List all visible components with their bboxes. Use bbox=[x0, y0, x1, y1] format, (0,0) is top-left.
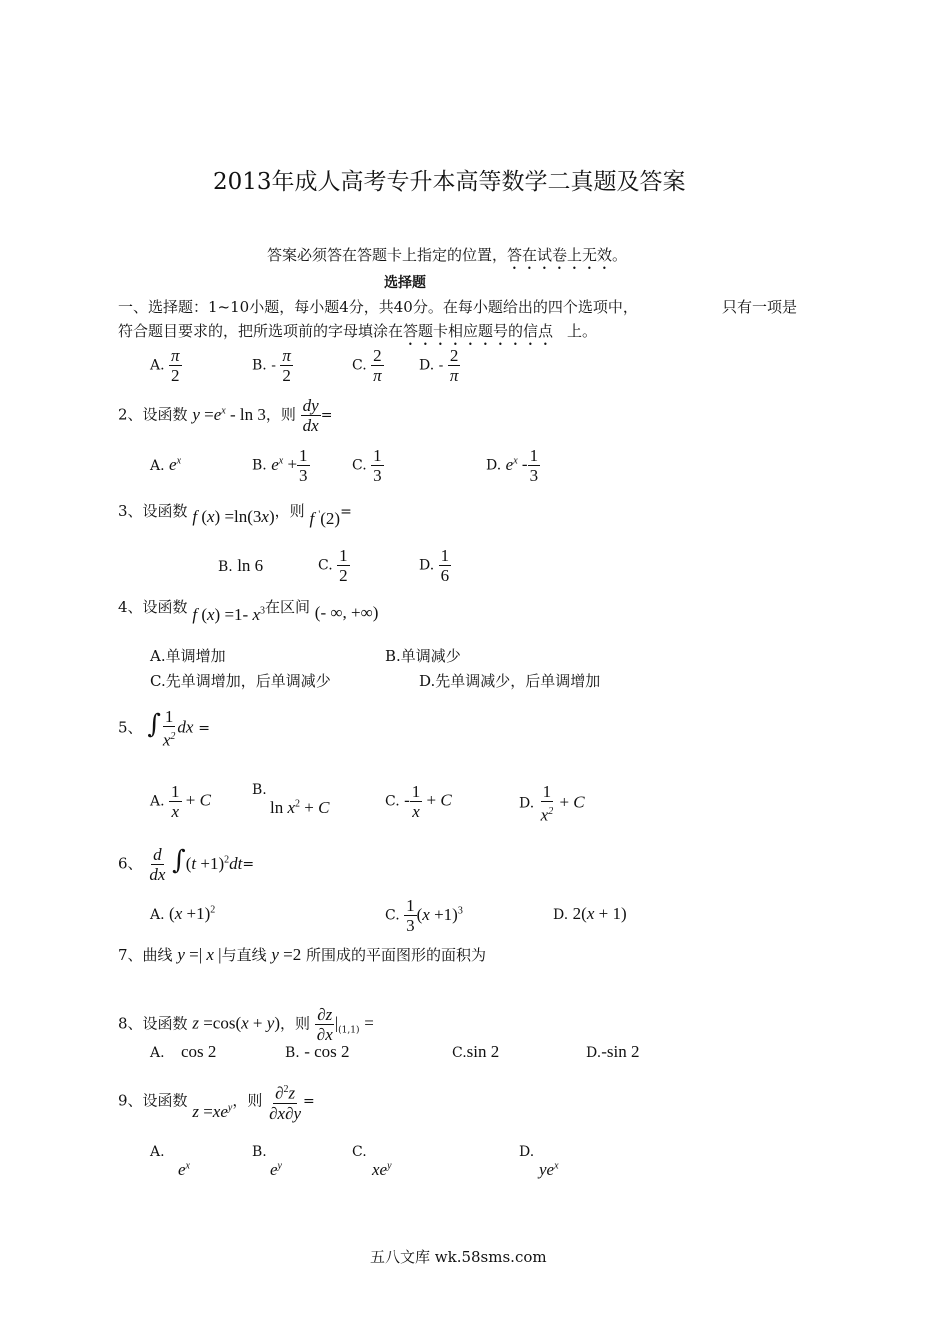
intro-line-2-emphasis: 答题卡相应题号的信点 bbox=[403, 322, 554, 340]
q9-option-b: B. $e^y$ bbox=[252, 1144, 282, 1179]
footer-watermark: 五八文库 wk.58sms.com bbox=[370, 1248, 547, 1266]
q8-option-b bbox=[285, 1042, 350, 1062]
q1-b-num: π bbox=[282, 346, 291, 365]
q3-d-fraction bbox=[439, 546, 452, 585]
q3-prefix: 3、设函数 bbox=[118, 502, 188, 520]
q3-b-value: ln 6 bbox=[237, 556, 264, 575]
instruction-emphasis: 答在试卷上无效 bbox=[507, 246, 613, 264]
q4-interval: (- ∞, +∞) bbox=[314, 603, 379, 622]
q5-option-c: C. - $\frac{1}{x}$ + C bbox=[385, 782, 452, 821]
q3-option-c bbox=[318, 546, 350, 585]
q1-option-b bbox=[252, 346, 293, 385]
q1-option-d bbox=[419, 346, 460, 385]
q6-stem: 6、 $\frac{d}{dx}$ $\int(t +1)^2dt=$ bbox=[118, 845, 255, 884]
q4-prefix: 4、设函数 bbox=[118, 598, 188, 616]
q5-d-label: D. bbox=[519, 795, 535, 812]
q3-mid: ，则 bbox=[274, 502, 305, 520]
q2-d-den: 3 bbox=[529, 466, 539, 485]
intro-line-2-post: 上。 bbox=[567, 322, 598, 340]
q6-integrand: $(t +1)^2dt$ bbox=[185, 853, 243, 873]
q8-c-value: sin 2 bbox=[466, 1042, 500, 1061]
q4-stem bbox=[118, 596, 379, 624]
q8-function: z =cos(x + y) bbox=[192, 1013, 280, 1033]
q8-mid: ，则 bbox=[279, 1014, 310, 1033]
q1-option-d-fraction bbox=[448, 346, 461, 385]
q9-a-label: A. bbox=[150, 1144, 165, 1160]
q1-option-a bbox=[150, 346, 182, 385]
q9-b-label: B. bbox=[252, 1144, 267, 1160]
q8-d-value: -sin 2 bbox=[601, 1042, 640, 1061]
q2-prefix: 2、设函数 bbox=[118, 405, 188, 424]
q6-option-d: D. 2(x + 1) bbox=[553, 904, 627, 923]
q5-prefix: 5、 bbox=[118, 718, 143, 737]
q9-mid: ，则 bbox=[232, 1091, 263, 1110]
q3-stem: 3、设函数 f (x) =ln(3x)，则 f '(2)= bbox=[118, 502, 352, 528]
q1-option-b-fraction bbox=[280, 346, 293, 385]
q3-function: f (x) =ln(3x) bbox=[192, 507, 275, 526]
q6-prefix: 6、 bbox=[118, 854, 143, 873]
q8-a-value: cos 2 bbox=[181, 1042, 217, 1061]
intro-line-2 bbox=[118, 320, 597, 349]
q2-function: $y =e^x - \ln 3$ bbox=[192, 404, 266, 424]
q3-c-den: 2 bbox=[339, 566, 348, 585]
q3-option-b bbox=[218, 556, 263, 576]
q1-b-den: 2 bbox=[282, 366, 291, 385]
q7-mid: 与直线 bbox=[221, 946, 267, 964]
intro-line-1: 一、选择题：1~10小题，每小题4分，共40分。在每小题给出的四个选项中， bbox=[118, 298, 638, 316]
q4-option-b: B.单调减少 bbox=[385, 647, 461, 665]
q1-d-num: 2 bbox=[449, 346, 459, 365]
q8-c-label: C. bbox=[452, 1045, 467, 1061]
q8-option-a bbox=[150, 1042, 216, 1062]
q4-option-a: A.单调增加 bbox=[150, 647, 226, 665]
q1-c-den: π bbox=[373, 366, 382, 385]
q2-a-label: A. bbox=[150, 458, 165, 474]
q2-option-b: B. $e^x$ + $\frac{1}{3}$ bbox=[252, 446, 308, 485]
q9-stem: 9、设函数 $z =xe^y$，则 $\frac{\partial^2z}{\partial x\partial y}$ = bbox=[118, 1080, 315, 1123]
q3-option-d bbox=[419, 546, 451, 585]
intro-line-2-pre: 符合题目要求的，把所选项前的字母填涂在 bbox=[118, 322, 404, 340]
integral-symbol: ∫ bbox=[147, 709, 161, 740]
q6-d-label: D. bbox=[553, 907, 569, 923]
q5-option-a: A. $\frac{1}{x}$ + C bbox=[150, 782, 211, 821]
q2-c-num: 1 bbox=[373, 446, 382, 465]
q2-b-label: B. bbox=[252, 457, 267, 474]
q9-option-c: C. $xe^y$ bbox=[352, 1144, 392, 1179]
q5-b-label: B. bbox=[252, 782, 267, 798]
q9-partial: $\frac{\partial^2z}{\partial x\partial y}$ bbox=[267, 1080, 303, 1123]
q9-d-label: D. bbox=[519, 1144, 535, 1160]
q9-option-a: A. $e^x$ bbox=[150, 1144, 190, 1179]
q8-partial: $\frac{\partial z}{\partial x}$ bbox=[316, 1005, 333, 1044]
q1-option-d-label: D. - bbox=[419, 357, 444, 374]
q4-mid: 在区间 bbox=[265, 598, 311, 616]
q5-option-d: D. $\frac{1}{x^2}$ + C bbox=[519, 782, 585, 825]
q3-c-label: C. bbox=[318, 557, 333, 574]
q3-c-num: 1 bbox=[339, 546, 348, 565]
q5-a-label: A. bbox=[150, 793, 165, 810]
q5-option-b: B. $\ln x^2 + C$ bbox=[252, 782, 330, 817]
q8-option-c bbox=[452, 1042, 499, 1062]
q1-a-den: 2 bbox=[171, 366, 180, 385]
q1-option-b-label: B. - bbox=[252, 357, 276, 374]
q8-stem: 8、设函数 z =cos(x + y)，则 $\frac{\partial z}{\partial x}$ $|_{(1,1)}$ = bbox=[118, 1005, 374, 1044]
q6-option-c: C. $\frac{1}{3}$ $(x +1)^3$ bbox=[385, 896, 463, 935]
q3-b-label: B. bbox=[218, 559, 233, 575]
instruction-line bbox=[267, 244, 627, 273]
instruction-post: 。 bbox=[612, 246, 628, 264]
q2-d-label: D. bbox=[486, 457, 502, 474]
q6-c-label: C. bbox=[385, 907, 400, 924]
instruction-pre: 答案必须答在答题卡上指定的位置， bbox=[267, 246, 508, 264]
q2-option-d: D. $e^x$ - $\frac{1}{3}$ bbox=[486, 446, 539, 485]
q1-option-c-label: C. bbox=[352, 357, 367, 374]
q9-function: $z =xe^y$ bbox=[192, 1102, 233, 1122]
q8-option-d bbox=[586, 1042, 639, 1062]
q2-option-c bbox=[352, 446, 384, 485]
q4-function: f (x) =1- $x^3$ bbox=[192, 605, 265, 624]
q8-b-value: - cos 2 bbox=[304, 1042, 350, 1061]
q1-a-num: π bbox=[171, 346, 180, 365]
q7-line: y =2 bbox=[271, 945, 302, 964]
q2-c-fraction bbox=[371, 446, 384, 485]
q2-b-num: 1 bbox=[299, 446, 308, 465]
q7-prefix: 7、曲线 bbox=[118, 946, 173, 964]
q3-d-label: D. bbox=[419, 557, 435, 574]
q1-option-c-fraction bbox=[371, 346, 384, 385]
q2-option-a: A. $e^x$ bbox=[150, 455, 182, 474]
q5-integrand: $\frac{1}{x^2}$ bbox=[162, 707, 176, 750]
document-title: 2013年成人高考专升本高等数学二真题及答案 bbox=[213, 169, 686, 195]
q1-option-c bbox=[352, 346, 384, 385]
q2-c-den: 3 bbox=[373, 466, 382, 485]
q2-b-fraction bbox=[297, 446, 310, 485]
q9-prefix: 9、设函数 bbox=[118, 1091, 188, 1110]
q9-option-d: D. $ye^x$ bbox=[519, 1144, 559, 1179]
q9-c-label: C. bbox=[352, 1144, 367, 1160]
q4-option-c: C.先单调增加，后单调减少 bbox=[150, 672, 331, 690]
q3-derivative: f '(2) bbox=[309, 509, 341, 528]
q2-d-num: 1 bbox=[529, 446, 539, 465]
q2-c-label: C. bbox=[352, 457, 367, 474]
q8-b-label: B. bbox=[285, 1045, 300, 1061]
section-heading: 选择题 bbox=[384, 275, 426, 291]
q8-d-label: D. bbox=[586, 1045, 602, 1061]
q7-curve: y =| x | bbox=[177, 945, 222, 964]
q2-d-fraction bbox=[528, 446, 541, 485]
q2-derivative: $\frac{dy}{dx}$ bbox=[302, 396, 319, 435]
q5-stem: 5、 ∫ $\frac{1}{x^2}$ dx = bbox=[118, 707, 210, 750]
q8-a-label: A. bbox=[150, 1045, 165, 1061]
q3-c-fraction bbox=[337, 546, 350, 585]
q6-option-a: A. $(x +1)^2$ bbox=[150, 904, 216, 923]
q1-d-den: π bbox=[449, 366, 459, 385]
q2-stem: 2、设函数 $y =e^x - \ln 3$，则 $\frac{dy}{dx}$ = bbox=[118, 396, 333, 435]
q6-integral-symbol: ∫ bbox=[172, 845, 186, 876]
q2-mid: ，则 bbox=[265, 405, 296, 424]
q6-derivative: $\frac{d}{dx}$ bbox=[149, 845, 166, 884]
q7-stem bbox=[118, 944, 486, 965]
q1-option-a-fraction bbox=[169, 346, 182, 385]
q5-c-label: C. bbox=[385, 793, 400, 810]
q7-suffix: 所围成的平面图形的面积为 bbox=[306, 946, 487, 964]
q1-option-a-label: A. bbox=[150, 357, 165, 374]
q8-prefix: 8、设函数 bbox=[118, 1014, 188, 1033]
q2-b-den: 3 bbox=[299, 466, 308, 485]
q6-a-label: A. bbox=[150, 907, 165, 923]
q1-c-num: 2 bbox=[373, 346, 382, 365]
q3-d-den: 6 bbox=[440, 566, 450, 585]
q3-d-num: 1 bbox=[440, 546, 450, 565]
intro-line-1b: 只有一项是 bbox=[722, 298, 798, 316]
q4-option-d: D.先单调减少，后单调增加 bbox=[419, 672, 601, 690]
